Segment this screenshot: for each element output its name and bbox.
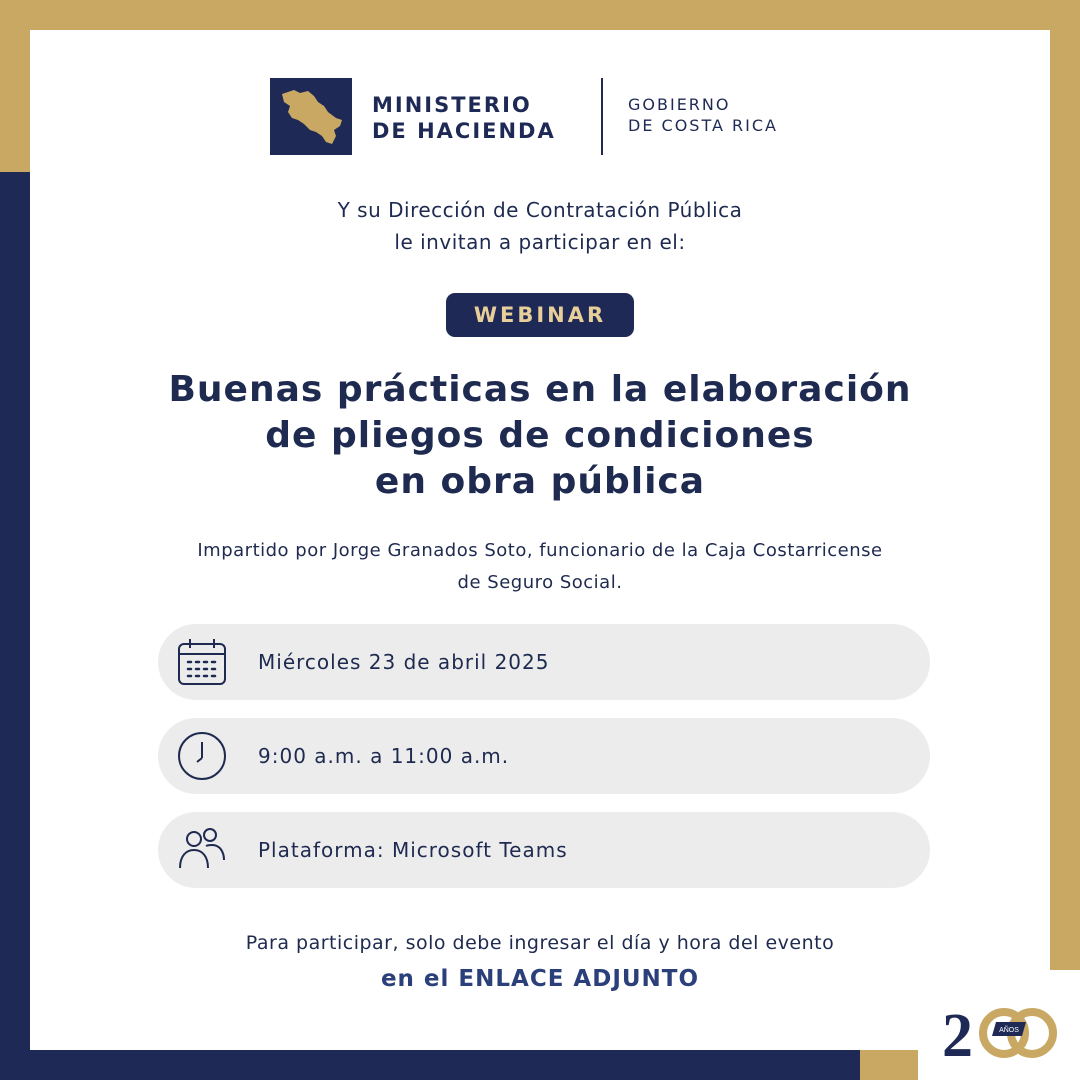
people-icon (176, 824, 228, 876)
ministry-line-1: MINISTERIO (372, 93, 532, 117)
invitation-intro (30, 194, 1050, 258)
government-name (628, 94, 778, 136)
attached-link-text: en el ENLACE ADJUNTO (380, 966, 700, 992)
event-platform: Plataforma: Microsoft Teams (258, 838, 568, 862)
svg-text:2: 2 (942, 1002, 973, 1070)
calendar-icon (176, 636, 228, 688)
bicentennial-logo (918, 970, 1080, 1080)
ministry-name (372, 92, 556, 144)
title-line-3: en obra pública (374, 461, 706, 502)
intro-line-2: le invitan a participar en el: (394, 230, 686, 254)
left-navy-border (0, 172, 30, 1080)
anniversary-small-text: AÑOS (999, 1027, 1019, 1034)
flyer-card (30, 30, 1050, 1050)
speaker-info (90, 535, 990, 599)
clock-icon (176, 730, 228, 782)
event-time: 9:00 a.m. a 11:00 a.m. (258, 744, 510, 768)
title-line-2: de pliegos de condiciones (265, 415, 815, 456)
government-line-2: DE COSTA RICA (628, 116, 778, 135)
time-pill (158, 718, 930, 794)
costa-rica-map-logo (270, 78, 352, 155)
participation-note: Para participar, solo debe ingresar el día y hora del evento (245, 932, 835, 954)
webinar-badge: WEBINAR (446, 293, 634, 337)
event-title (30, 367, 1050, 505)
speaker-line-1: Impartido por Jorge Granados Soto, funcionario de la Caja Costarricense (197, 540, 883, 561)
bottom-navy-border (0, 1050, 860, 1080)
date-pill (158, 624, 930, 700)
intro-line-1: Y su Dirección de Contratación Pública (337, 198, 743, 222)
platform-pill (158, 812, 930, 888)
ministry-line-2: DE HACIENDA (372, 119, 556, 143)
government-line-1: GOBIERNO (628, 95, 731, 114)
title-line-1: Buenas prácticas en la elaboración (168, 369, 912, 410)
event-date: Miércoles 23 de abril 2025 (258, 650, 550, 674)
header-divider (601, 78, 603, 155)
speaker-line-2: de Seguro Social. (457, 572, 623, 593)
